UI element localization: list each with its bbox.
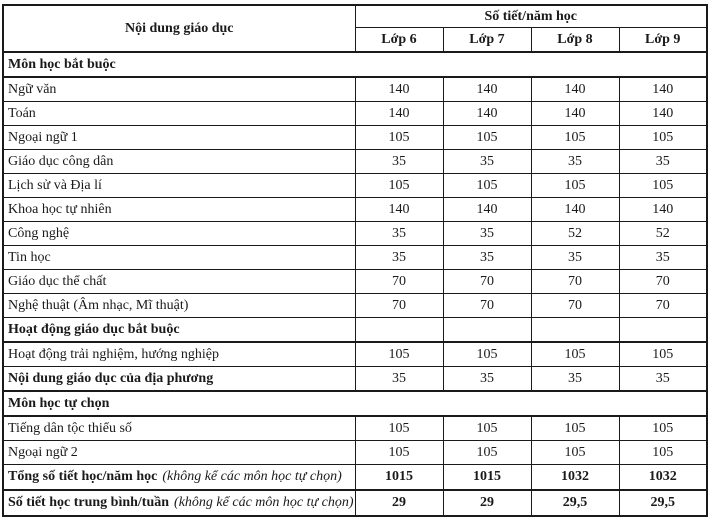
content-column-header: Nội dung giáo dục (3, 5, 355, 52)
row-label: Tin học (3, 246, 355, 270)
section-row-with-cells (3, 318, 707, 343)
total-row-year (3, 465, 707, 491)
subject-row (3, 246, 707, 270)
header-row-group (3, 5, 707, 28)
value-cell: 105 (443, 416, 531, 441)
subject-row (3, 126, 707, 150)
value-cell: 29,5 (531, 490, 619, 516)
value-cell: 105 (355, 416, 443, 441)
row-label: Ngoại ngữ 1 (3, 126, 355, 150)
row-label: Công nghệ (3, 222, 355, 246)
value-cell: 140 (531, 102, 619, 126)
value-cell: 52 (619, 222, 707, 246)
value-cell: 35 (619, 150, 707, 174)
curriculum-table (2, 4, 708, 517)
value-cell: 105 (531, 174, 619, 198)
value-cell: 35 (355, 222, 443, 246)
value-cell: 35 (355, 246, 443, 270)
value-cell: 35 (531, 367, 619, 392)
row-label: Nghệ thuật (Âm nhạc, Mĩ thuật) (3, 294, 355, 318)
section-row (3, 52, 707, 77)
value-cell: 105 (531, 416, 619, 441)
subject-row (3, 102, 707, 126)
value-cell: 105 (355, 174, 443, 198)
row-label (3, 490, 355, 516)
value-cell: 29,5 (619, 490, 707, 516)
total-label: Số tiết học trung bình/tuần (8, 495, 170, 510)
subject-row (3, 270, 707, 294)
row-label (3, 465, 355, 491)
row-label: Ngoại ngữ 2 (3, 441, 355, 465)
value-cell: 1032 (531, 465, 619, 491)
subject-row (3, 198, 707, 222)
value-cell: 35 (619, 246, 707, 270)
value-cell: 140 (443, 102, 531, 126)
class-header-grade8: Lớp 8 (531, 28, 619, 53)
subject-row (3, 174, 707, 198)
value-cell: 35 (619, 367, 707, 392)
total-label: Tổng số tiết học/năm học (8, 469, 158, 484)
value-cell: 105 (443, 342, 531, 367)
value-cell: 29 (355, 490, 443, 516)
value-cell: 35 (531, 150, 619, 174)
value-cell: 29 (443, 490, 531, 516)
subject-row (3, 77, 707, 102)
value-cell: 140 (531, 77, 619, 102)
value-cell: 70 (619, 270, 707, 294)
section-label: Môn học tự chọn (3, 391, 707, 416)
subject-row (3, 441, 707, 465)
value-cell: 70 (355, 270, 443, 294)
row-label: Toán (3, 102, 355, 126)
value-cell: 35 (531, 246, 619, 270)
value-cell: 70 (355, 294, 443, 318)
value-cell: 105 (619, 174, 707, 198)
value-cell: 105 (443, 126, 531, 150)
row-label: Hoạt động trải nghiệm, hướng nghiệp (3, 342, 355, 367)
value-cell: 70 (531, 270, 619, 294)
class-header-grade9: Lớp 9 (619, 28, 707, 53)
value-cell: 1015 (443, 465, 531, 491)
value-cell: 35 (443, 367, 531, 392)
value-cell: 140 (531, 198, 619, 222)
class-header-grade6: Lớp 6 (355, 28, 443, 53)
value-cell-empty (443, 318, 531, 343)
subject-row (3, 150, 707, 174)
value-cell: 105 (443, 441, 531, 465)
value-cell: 105 (531, 126, 619, 150)
value-cell: 105 (355, 441, 443, 465)
section-label: Hoạt động giáo dục bắt buộc (3, 318, 355, 343)
value-cell: 105 (355, 126, 443, 150)
value-cell: 140 (619, 102, 707, 126)
row-label: Khoa học tự nhiên (3, 198, 355, 222)
value-cell: 35 (443, 246, 531, 270)
value-cell: 105 (531, 342, 619, 367)
value-cell: 140 (355, 102, 443, 126)
periods-group-header: Số tiết/năm học (355, 5, 707, 28)
value-cell: 105 (619, 342, 707, 367)
row-label: Ngữ văn (3, 77, 355, 102)
local-content-row (3, 367, 707, 392)
value-cell: 105 (531, 441, 619, 465)
value-cell: 35 (443, 222, 531, 246)
value-cell: 140 (355, 77, 443, 102)
subject-row (3, 222, 707, 246)
value-cell: 140 (619, 198, 707, 222)
value-cell: 140 (443, 198, 531, 222)
value-cell: 1015 (355, 465, 443, 491)
value-cell: 70 (443, 270, 531, 294)
class-header-grade7: Lớp 7 (443, 28, 531, 53)
value-cell: 140 (355, 198, 443, 222)
row-label: Tiếng dân tộc thiểu số (3, 416, 355, 441)
subject-row (3, 342, 707, 367)
value-cell: 70 (443, 294, 531, 318)
value-cell: 70 (619, 294, 707, 318)
value-cell: 70 (531, 294, 619, 318)
value-cell: 140 (619, 77, 707, 102)
value-cell: 1032 (619, 465, 707, 491)
subject-row (3, 416, 707, 441)
row-label: Lịch sử và Địa lí (3, 174, 355, 198)
value-cell: 105 (355, 342, 443, 367)
section-row (3, 391, 707, 416)
row-label: Giáo dục thể chất (3, 270, 355, 294)
value-cell: 52 (531, 222, 619, 246)
value-cell: 105 (619, 126, 707, 150)
value-cell: 35 (443, 150, 531, 174)
value-cell: 35 (355, 150, 443, 174)
total-label-note: (không kể các môn học tự chọn) (174, 495, 354, 510)
row-label: Nội dung giáo dục của địa phương (3, 367, 355, 392)
value-cell-empty (619, 318, 707, 343)
value-cell: 105 (443, 174, 531, 198)
value-cell: 35 (355, 367, 443, 392)
total-label-note: (không kể các môn học tự chọn) (162, 469, 342, 484)
subject-row (3, 294, 707, 318)
row-label: Giáo dục công dân (3, 150, 355, 174)
value-cell: 140 (443, 77, 531, 102)
value-cell: 105 (619, 416, 707, 441)
section-label: Môn học bắt buộc (3, 52, 707, 77)
value-cell-empty (355, 318, 443, 343)
value-cell-empty (531, 318, 619, 343)
total-row-week (3, 490, 707, 516)
value-cell: 105 (619, 441, 707, 465)
